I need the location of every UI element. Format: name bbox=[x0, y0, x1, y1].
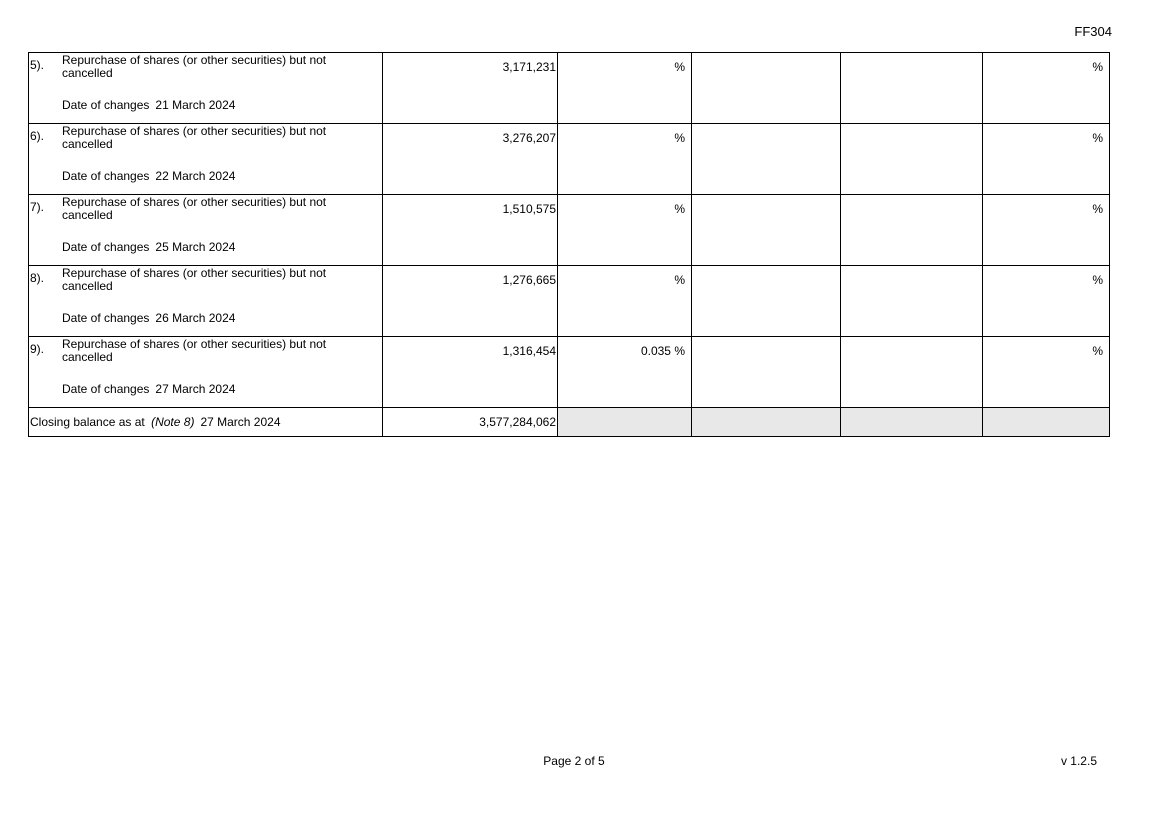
table-row bbox=[29, 266, 1110, 337]
date-label: Date of changes bbox=[62, 311, 150, 325]
empty-cell bbox=[841, 124, 983, 195]
table-row bbox=[29, 337, 1110, 408]
percent-value-2: % bbox=[983, 337, 1110, 408]
date-of-changes bbox=[62, 382, 235, 396]
description-cell bbox=[29, 266, 383, 337]
date-of-changes bbox=[62, 98, 235, 112]
closing-date: 27 March 2024 bbox=[200, 415, 281, 429]
date-of-changes bbox=[62, 169, 235, 183]
row-description: Repurchase of shares (or other securities) but not cancelled bbox=[62, 53, 327, 80]
percent-value: 0.035 % bbox=[558, 337, 692, 408]
table-row bbox=[29, 124, 1110, 195]
date-label: Date of changes bbox=[62, 240, 150, 254]
description-cell bbox=[29, 53, 383, 124]
empty-cell bbox=[841, 337, 983, 408]
shaded-cell bbox=[558, 408, 692, 437]
date-value: 22 March 2024 bbox=[155, 169, 236, 183]
shaded-cell bbox=[841, 408, 983, 437]
row-number: 6). bbox=[30, 129, 45, 143]
empty-cell bbox=[692, 337, 841, 408]
row-number: 8). bbox=[30, 271, 45, 285]
row-number: 5). bbox=[30, 58, 45, 72]
row-number: 9). bbox=[30, 342, 45, 356]
percent-value: % bbox=[558, 53, 692, 124]
row-number: 7). bbox=[30, 200, 45, 214]
share-movements-table bbox=[28, 52, 1110, 437]
shares-value: 3,171,231 bbox=[383, 53, 558, 124]
percent-value-2: % bbox=[983, 266, 1110, 337]
date-label: Date of changes bbox=[62, 382, 150, 396]
empty-cell bbox=[692, 195, 841, 266]
percent-value: % bbox=[558, 195, 692, 266]
percent-value: % bbox=[558, 266, 692, 337]
closing-balance-row bbox=[29, 408, 1110, 437]
empty-cell bbox=[841, 195, 983, 266]
empty-cell bbox=[841, 53, 983, 124]
description-cell bbox=[29, 195, 383, 266]
date-of-changes bbox=[62, 240, 235, 254]
closing-note: (Note 8) bbox=[151, 415, 195, 429]
shares-value: 1,510,575 bbox=[383, 195, 558, 266]
percent-value-2: % bbox=[983, 124, 1110, 195]
table-row bbox=[29, 53, 1110, 124]
empty-cell bbox=[692, 124, 841, 195]
percent-value-2: % bbox=[983, 53, 1110, 124]
date-label: Date of changes bbox=[62, 169, 150, 183]
date-value: 27 March 2024 bbox=[155, 382, 236, 396]
row-description: Repurchase of shares (or other securities) but not cancelled bbox=[62, 337, 327, 364]
description-cell bbox=[29, 124, 383, 195]
page-number: Page 2 of 5 bbox=[543, 754, 605, 768]
row-description: Repurchase of shares (or other securities) but not cancelled bbox=[62, 195, 327, 222]
shaded-cell bbox=[692, 408, 841, 437]
date-value: 21 March 2024 bbox=[155, 98, 236, 112]
percent-value-2: % bbox=[983, 195, 1110, 266]
date-of-changes bbox=[62, 311, 235, 325]
date-value: 26 March 2024 bbox=[155, 311, 236, 325]
closing-balance-value: 3,577,284,062 bbox=[383, 408, 558, 437]
date-label: Date of changes bbox=[62, 98, 150, 112]
percent-value: % bbox=[558, 124, 692, 195]
table-row bbox=[29, 195, 1110, 266]
closing-label-text: Closing balance as at bbox=[30, 415, 145, 429]
shares-value: 1,276,665 bbox=[383, 266, 558, 337]
closing-balance-label bbox=[29, 408, 383, 437]
row-description: Repurchase of shares (or other securities) but not cancelled bbox=[62, 266, 327, 293]
row-description: Repurchase of shares (or other securities) but not cancelled bbox=[62, 124, 327, 151]
empty-cell bbox=[692, 53, 841, 124]
shares-value: 3,276,207 bbox=[383, 124, 558, 195]
empty-cell bbox=[841, 266, 983, 337]
version-label: v 1.2.5 bbox=[1060, 754, 1097, 768]
shares-value: 1,316,454 bbox=[383, 337, 558, 408]
shaded-cell bbox=[983, 408, 1110, 437]
empty-cell bbox=[692, 266, 841, 337]
description-cell bbox=[29, 337, 383, 408]
form-code: FF304 bbox=[1074, 24, 1112, 39]
date-value: 25 March 2024 bbox=[155, 240, 236, 254]
